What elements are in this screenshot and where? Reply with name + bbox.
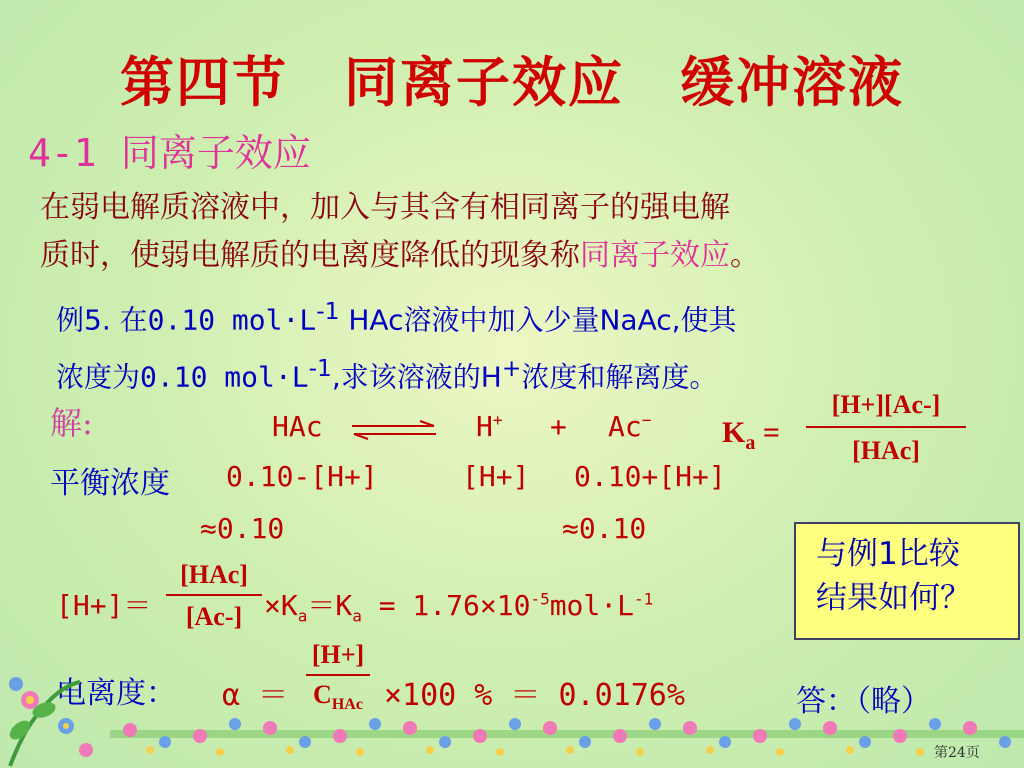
h-result-rhs (264, 584, 653, 626)
equation-product-ac (608, 410, 651, 443)
h-result-times-k: ×K (264, 589, 298, 622)
product-ac-charge: − (641, 410, 652, 430)
section-number: 4-1 (28, 131, 97, 175)
fraction-bar (806, 426, 966, 428)
example-text: 浓度和解离度。 (521, 360, 718, 394)
ka-sub: a (745, 432, 756, 454)
ionization-numerator: [H+] (311, 640, 365, 669)
compare-callout (794, 522, 1020, 640)
h-result-unit: mol·L (549, 589, 634, 622)
equilibrium-h: [H+] (462, 460, 530, 493)
h-result-fraction (166, 560, 262, 632)
example-text: 浓度为 (56, 360, 141, 394)
equilibrium-hac: 0.10-[H+] (226, 460, 378, 493)
example-conc: 0.10 mol·L (140, 360, 309, 394)
example-exp: -1 (316, 297, 340, 325)
definition-line-2 (40, 232, 760, 280)
example-text: HAc溶液中加入少量NaAc,使其 (339, 303, 737, 337)
h-result-unit-exp: -1 (634, 589, 654, 609)
example-problem (56, 287, 737, 402)
approx-ac: ≈0.10 (562, 512, 647, 545)
example-text: 例5. 在 (56, 303, 148, 337)
ka-fraction (806, 390, 966, 466)
ka-denominator: [HAc] (852, 436, 920, 465)
example-conc: 0.10 mol·L (147, 303, 317, 337)
equilibrium-arrow-icon (350, 420, 438, 440)
h-result-lhs: [H+]＝ (56, 589, 152, 622)
h-result-sub: a (297, 606, 308, 626)
definition-period: 。 (730, 238, 760, 273)
compare-line-1: 与例1比较 (816, 536, 960, 572)
ionization-fraction (300, 640, 376, 714)
ka-numerator: [H+][Ac-] (831, 390, 941, 419)
floral-corner-icon (0, 670, 110, 768)
h-result-denominator: [Ac-] (185, 602, 243, 631)
equilibrium-ac: 0.10+[H+] (574, 460, 726, 493)
equation-reactant: HAc (272, 410, 323, 443)
ka-label (722, 416, 780, 455)
ionization-result: ×100 % ＝ 0.0176% (384, 678, 685, 713)
fraction-bar (166, 594, 262, 596)
section-heading (28, 122, 311, 177)
h-result-numerator: [HAc] (180, 560, 248, 589)
solution-label: 解: (50, 404, 93, 442)
product-h-charge: + (492, 410, 503, 430)
definition-term: 同离子效应 (580, 238, 730, 273)
ka-equals: = (762, 416, 780, 449)
example-exp: -1 (308, 354, 332, 383)
example-sup: + (501, 354, 522, 383)
ionization-alpha: α ＝ (222, 678, 289, 713)
example-line-1 (56, 287, 737, 344)
product-ac-text: Ac (608, 410, 642, 443)
approx-hac: ≈0.10 (200, 512, 285, 545)
floral-border-icon (110, 706, 1024, 768)
page-number: 第24页 (934, 745, 980, 761)
ionization-label: 电离度： (56, 676, 176, 711)
fraction-bar (306, 674, 370, 676)
product-h-text: H (476, 410, 493, 443)
slide-title: 第四节 同离子效应 缓冲溶液 (120, 51, 904, 114)
section-label: 同离子效应 (120, 131, 311, 175)
definition-line-1: 在弱电解质溶液中，加入与其含有相同离子的强电解 (40, 190, 730, 225)
compare-line-2: 结果如何？ (816, 580, 971, 616)
h-result-exp: -5 (530, 589, 550, 609)
equation-product-h (476, 410, 503, 443)
h-result-eq-k: ＝K (307, 589, 353, 622)
h-result-sub: a (352, 606, 362, 626)
ka-k: K (722, 416, 746, 449)
example-text: ,求该溶液的H (331, 360, 502, 394)
definition-text: 质时，使弱电解质的电离度降低的现象称 (40, 238, 580, 273)
answer-text: 答：（略） (796, 684, 931, 719)
ionization-c-sub: HAc (331, 696, 363, 714)
equation-plus: + (550, 410, 567, 443)
definition-paragraph (40, 184, 760, 280)
equilibrium-label: 平衡浓度 (50, 466, 170, 501)
ionization-c: C (313, 680, 332, 709)
h-result-value: = 1.76×10 (361, 589, 531, 622)
example-line-2 (56, 344, 737, 401)
